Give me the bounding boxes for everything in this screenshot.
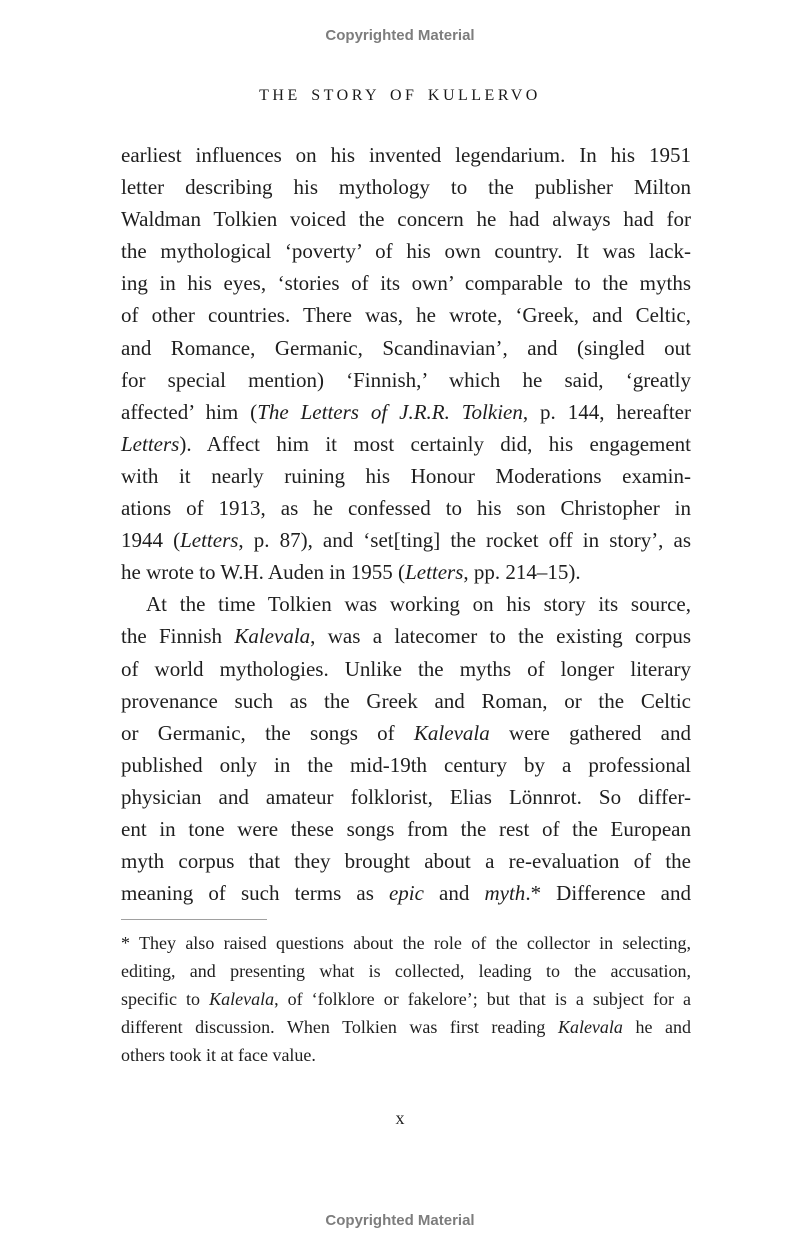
text-line: others took it at face value. (121, 1045, 316, 1065)
text-line: physician and amateur folklorist, Elias Lönnrot. So differ- (121, 784, 691, 809)
text-line: affected’ him (The Letters of J.R.R. Tolkien, p. 144, hereafter (121, 399, 691, 424)
text-line: the mythological ‘poverty’ of his own country. It was lack- (121, 239, 691, 264)
text-line: Letters). Affect him it most certainly did, his engagement (121, 431, 691, 456)
page-number: x (395, 1108, 405, 1128)
text-line: provenance such as the Greek and Roman, or the Celtic (121, 688, 691, 713)
text-line: published only in the mid-19th century by a professional (121, 752, 691, 777)
footnote-divider (121, 919, 267, 920)
text-line: earliest influences on his invented legendarium. In his 1951 (121, 143, 691, 167)
text-line: different discussion. When Tolkien was first reading Kalevala he and (121, 1017, 691, 1037)
footnote (121, 929, 691, 1069)
text-line: editing, and presenting what is collected, leading to the accusation, (121, 961, 691, 981)
text-line: * They also raised questions about the role of the collector in selecting, (121, 933, 691, 953)
text-line: of other countries. There was, he wrote, ‘Greek, and Celtic, (121, 303, 691, 328)
copyright-notice-top: Copyrighted Material (325, 27, 475, 44)
text-line: letter describing his mythology to the publisher Milton (121, 175, 691, 200)
text-line: and Romance, Germanic, Scandinavian’, and (singled out (121, 335, 691, 360)
text-line: or Germanic, the songs of Kalevala were gathered and (121, 720, 691, 745)
text-line: meaning of such terms as epic and myth.* Difference and (121, 881, 691, 906)
text-line: of world mythologies. Unlike the myths of longer literary (121, 656, 691, 681)
text-line: myth corpus that they brought about a re-evaluation of the (121, 849, 691, 874)
text-line: he wrote to W.H. Auden in 1955 (Letters, pp. 214–15). (121, 560, 581, 585)
running-head: THE STORY OF KULLERVO (259, 87, 541, 104)
text-line: ing in his eyes, ‘stories of its own’ comparable to the myths (121, 271, 691, 296)
text-line: Waldman Tolkien voiced the concern he had always had for (121, 207, 691, 232)
text-line: 1944 (Letters, p. 87), and ‘set[ting] the rocket off in story’, as (121, 528, 692, 553)
text-line: ations of 1913, as he confessed to his son Christopher in (121, 496, 691, 521)
copyright-notice-bottom: Copyrighted Material (325, 1212, 475, 1229)
text-line: ent in tone were these songs from the rest of the European (121, 816, 691, 841)
text-line: for special mention) ‘Finnish,’ which he said, ‘greatly (121, 367, 691, 392)
text-line: the Finnish Kalevala, was a latecomer to the existing corpus (121, 624, 691, 649)
text-line: At the time Tolkien was working on his story its source, (146, 592, 691, 617)
body-text (121, 139, 691, 909)
text-line: specific to Kalevala, of ‘folklore or fakelore’; but that is a subject for a (121, 989, 691, 1009)
text-line: with it nearly ruining his Honour Moderations examin- (121, 463, 691, 488)
